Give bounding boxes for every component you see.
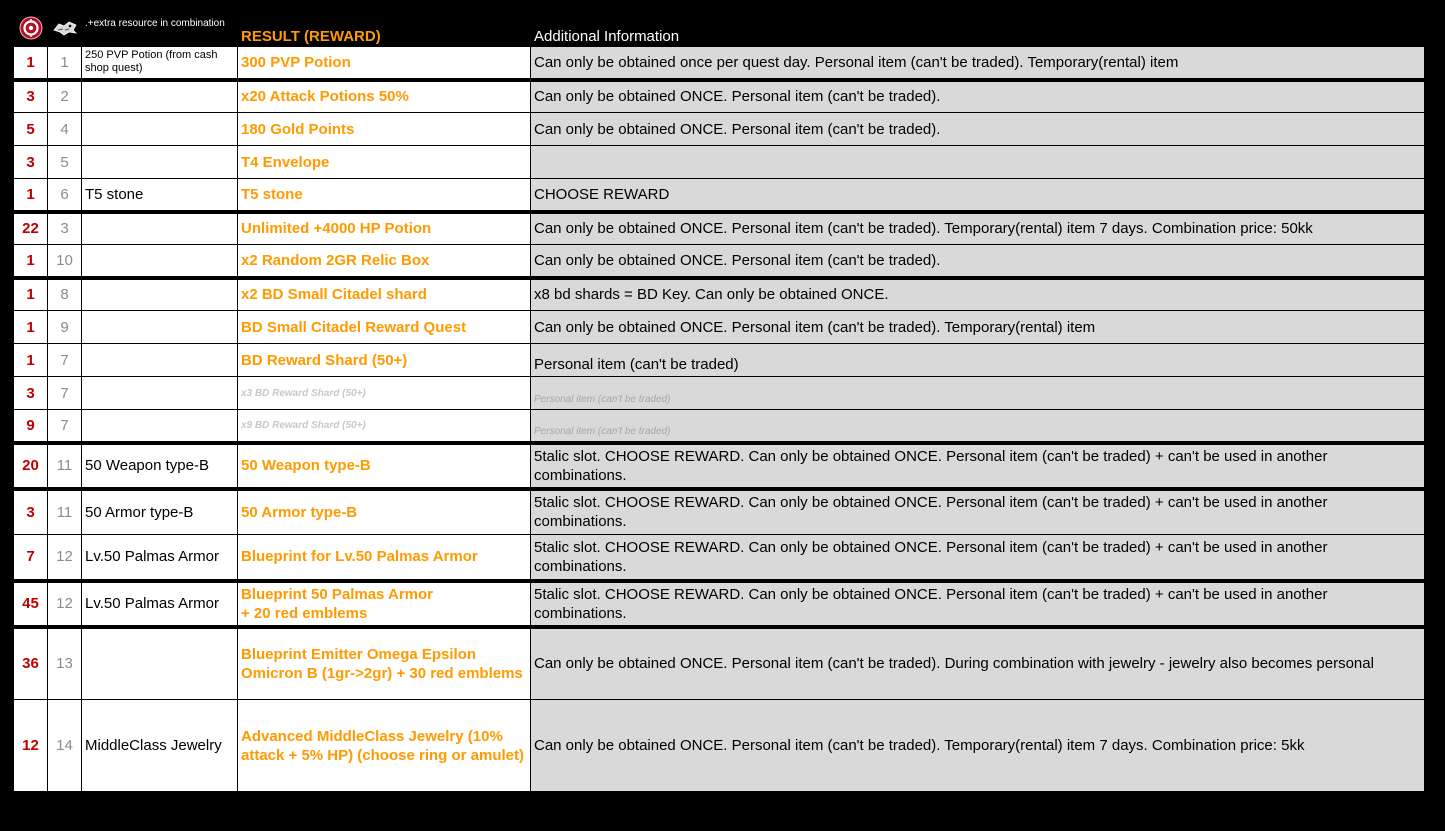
index-cell: 7 <box>48 344 82 377</box>
count-cell: 22 <box>14 212 48 245</box>
count-cell: 12 <box>14 700 48 792</box>
index-cell: 12 <box>48 581 82 627</box>
info-cell: Can only be obtained ONCE. Personal item (can't be traded). During combination with jewelry - jewelry also becomes personal <box>531 627 1425 700</box>
white-creature-icon <box>52 18 78 43</box>
combination-table <box>13 13 1425 792</box>
table-row <box>14 700 1425 792</box>
count-cell: 3 <box>14 377 48 410</box>
count-cell: 1 <box>14 179 48 212</box>
extra-resource-cell <box>82 410 238 443</box>
table-row <box>14 489 1425 535</box>
extra-resource-cell <box>82 146 238 179</box>
info-cell: 5talic slot. CHOOSE REWARD. Can only be obtained ONCE. Personal item (can't be traded) + can't be used in another combinations. <box>531 581 1425 627</box>
extra-resource-cell <box>82 278 238 311</box>
header-result: RESULT (REWARD) <box>238 14 531 47</box>
reward-cell: Blueprint for Lv.50 Palmas Armor <box>238 535 531 581</box>
index-cell: 9 <box>48 311 82 344</box>
info-cell: Can only be obtained ONCE. Personal item (can't be traded). <box>531 245 1425 278</box>
extra-resource-cell: Lv.50 Palmas Armor <box>82 581 238 627</box>
reward-cell: x3 BD Reward Shard (50+) <box>238 377 531 410</box>
index-cell: 8 <box>48 278 82 311</box>
extra-resource-cell <box>82 245 238 278</box>
table-row <box>14 80 1425 113</box>
count-cell: 3 <box>14 146 48 179</box>
header-index-cell <box>48 14 82 47</box>
index-cell: 14 <box>48 700 82 792</box>
extra-resource-cell <box>82 377 238 410</box>
table-row <box>14 344 1425 377</box>
info-cell: Personal item (can't be traded) <box>531 410 1425 443</box>
extra-resource-cell <box>82 627 238 700</box>
index-cell: 1 <box>48 47 82 80</box>
table-row <box>14 47 1425 80</box>
reward-cell: Blueprint 50 Palmas Armor + 20 red emblems <box>238 581 531 627</box>
extra-resource-cell: MiddleClass Jewelry <box>82 700 238 792</box>
table-row <box>14 581 1425 627</box>
info-cell: Can only be obtained ONCE. Personal item (can't be traded). <box>531 113 1425 146</box>
index-cell: 6 <box>48 179 82 212</box>
reward-cell: T5 stone <box>238 179 531 212</box>
extra-resource-cell: 250 PVP Potion (from cash shop quest) <box>82 47 238 80</box>
info-cell: Can only be obtained ONCE. Personal item (can't be traded). Temporary(rental) item <box>531 311 1425 344</box>
reward-cell: T4 Envelope <box>238 146 531 179</box>
info-cell: Can only be obtained ONCE. Personal item (can't be traded). <box>531 80 1425 113</box>
header-count-cell <box>14 14 48 47</box>
count-cell: 1 <box>14 344 48 377</box>
count-cell: 9 <box>14 410 48 443</box>
index-cell: 11 <box>48 443 82 489</box>
count-cell: 36 <box>14 627 48 700</box>
count-cell: 7 <box>14 535 48 581</box>
reward-cell: Advanced MiddleClass Jewelry (10% attack + 5% HP) (choose ring or amulet) <box>238 700 531 792</box>
index-cell: 5 <box>48 146 82 179</box>
index-cell: 11 <box>48 489 82 535</box>
index-cell: 7 <box>48 377 82 410</box>
reward-cell: x9 BD Reward Shard (50+) <box>238 410 531 443</box>
table-row <box>14 627 1425 700</box>
header-row <box>14 14 1425 47</box>
info-cell: Can only be obtained once per quest day. Personal item (can't be traded). Temporary(rental) item <box>531 47 1425 80</box>
reward-cell: x20 Attack Potions 50% <box>238 80 531 113</box>
count-cell: 20 <box>14 443 48 489</box>
reward-cell: BD Reward Shard (50+) <box>238 344 531 377</box>
reward-cell: x2 Random 2GR Relic Box <box>238 245 531 278</box>
info-cell: 5talic slot. CHOOSE REWARD. Can only be obtained ONCE. Personal item (can't be traded) + can't be used in another combinations. <box>531 489 1425 535</box>
table-row <box>14 245 1425 278</box>
reward-cell: 180 Gold Points <box>238 113 531 146</box>
table-row <box>14 212 1425 245</box>
extra-resource-cell <box>82 311 238 344</box>
table-row <box>14 535 1425 581</box>
reward-cell: Blueprint Emitter Omega Epsilon Omicron B (1gr->2gr) + 30 red emblems <box>238 627 531 700</box>
index-cell: 2 <box>48 80 82 113</box>
index-cell: 7 <box>48 410 82 443</box>
count-cell: 3 <box>14 80 48 113</box>
count-cell: 1 <box>14 47 48 80</box>
reward-cell: BD Small Citadel Reward Quest <box>238 311 531 344</box>
extra-resource-cell <box>82 212 238 245</box>
count-cell: 1 <box>14 311 48 344</box>
info-cell: x8 bd shards = BD Key. Can only be obtained ONCE. <box>531 278 1425 311</box>
table-row <box>14 146 1425 179</box>
info-cell: Can only be obtained ONCE. Personal item (can't be traded). Temporary(rental) item 7 days. Combination price: 5kk <box>531 700 1425 792</box>
extra-resource-cell: Lv.50 Palmas Armor <box>82 535 238 581</box>
header-extra-resource: .+extra resource in combination <box>82 14 238 47</box>
extra-resource-cell: T5 stone <box>82 179 238 212</box>
reward-cell: 300 PVP Potion <box>238 47 531 80</box>
extra-resource-cell <box>82 113 238 146</box>
reward-cell: x2 BD Small Citadel shard <box>238 278 531 311</box>
table-row <box>14 278 1425 311</box>
count-cell: 1 <box>14 245 48 278</box>
extra-resource-cell <box>82 344 238 377</box>
extra-resource-cell <box>82 80 238 113</box>
info-cell <box>531 146 1425 179</box>
count-cell: 3 <box>14 489 48 535</box>
info-cell: Can only be obtained ONCE. Personal item (can't be traded). Temporary(rental) item 7 days. Combination price: 50kk <box>531 212 1425 245</box>
table-row <box>14 179 1425 212</box>
table-row <box>14 377 1425 410</box>
table-row <box>14 113 1425 146</box>
red-round-emblem-icon <box>19 16 43 45</box>
info-cell: Personal item (can't be traded) <box>531 377 1425 410</box>
extra-resource-cell: 50 Armor type-B <box>82 489 238 535</box>
table-row <box>14 410 1425 443</box>
index-cell: 12 <box>48 535 82 581</box>
index-cell: 10 <box>48 245 82 278</box>
reward-cell: 50 Weapon type-B <box>238 443 531 489</box>
table-row <box>14 311 1425 344</box>
index-cell: 4 <box>48 113 82 146</box>
info-cell: 5talic slot. CHOOSE REWARD. Can only be obtained ONCE. Personal item (can't be traded) + can't be used in another combinations. <box>531 443 1425 489</box>
header-additional-info: Additional Information <box>531 14 1425 47</box>
table-row <box>14 443 1425 489</box>
index-cell: 13 <box>48 627 82 700</box>
reward-cell: Unlimited +4000 HP Potion <box>238 212 531 245</box>
reward-cell: 50 Armor type-B <box>238 489 531 535</box>
info-cell: Personal item (can't be traded) <box>531 344 1425 377</box>
count-cell: 1 <box>14 278 48 311</box>
index-cell: 3 <box>48 212 82 245</box>
info-cell: CHOOSE REWARD <box>531 179 1425 212</box>
count-cell: 5 <box>14 113 48 146</box>
info-cell: 5talic slot. CHOOSE REWARD. Can only be obtained ONCE. Personal item (can't be traded) + can't be used in another combinations. <box>531 535 1425 581</box>
extra-resource-cell: 50 Weapon type-B <box>82 443 238 489</box>
count-cell: 45 <box>14 581 48 627</box>
